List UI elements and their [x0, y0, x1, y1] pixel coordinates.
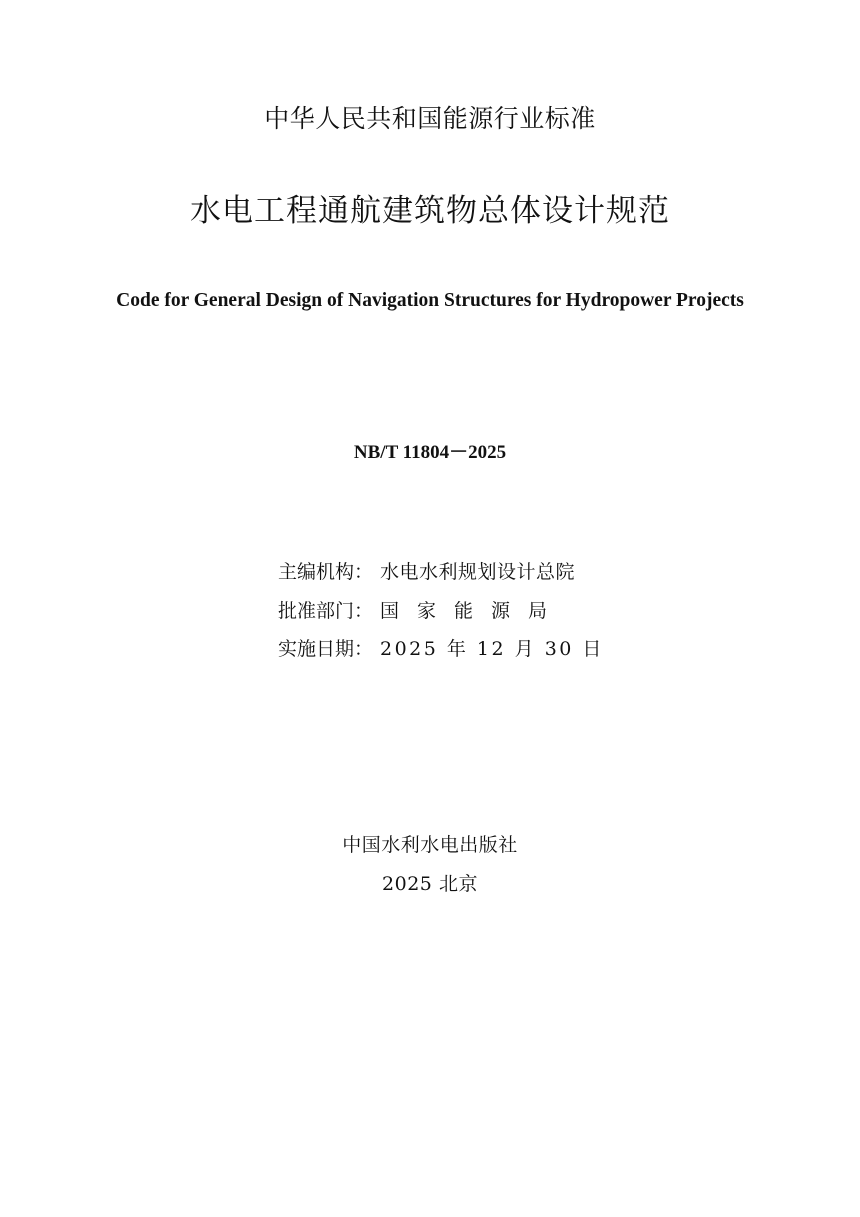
info-row-effective-date: [278, 638, 604, 679]
publication-year-place: 2025 北京: [382, 873, 478, 895]
publisher-name: 中国水利水电出版社: [342, 834, 518, 856]
info-block: [278, 561, 604, 679]
info-row-editor: [278, 563, 598, 602]
info-row-approver: [278, 599, 598, 641]
info-value-approver: 国家能源局: [380, 599, 566, 622]
standard-number: NB/T 11804－2025: [353, 442, 507, 463]
info-value-effective-date: 2025 年 12 月 30 日: [380, 638, 604, 660]
info-label-approver: 批准部门：: [278, 599, 374, 622]
standard-type-heading: 中华人民共和国能源行业标准: [264, 104, 596, 133]
info-value-editor: 水电水利规划设计总院: [380, 561, 576, 583]
info-label-editor: 主编机构：: [278, 561, 374, 583]
info-label-effective-date: 实施日期：: [278, 638, 374, 660]
title-chinese: 水电工程通航建筑物总体设计规范: [190, 193, 670, 229]
title-english: Code for General Design of Navigation Structures for Hydropower Projects: [116, 290, 744, 311]
